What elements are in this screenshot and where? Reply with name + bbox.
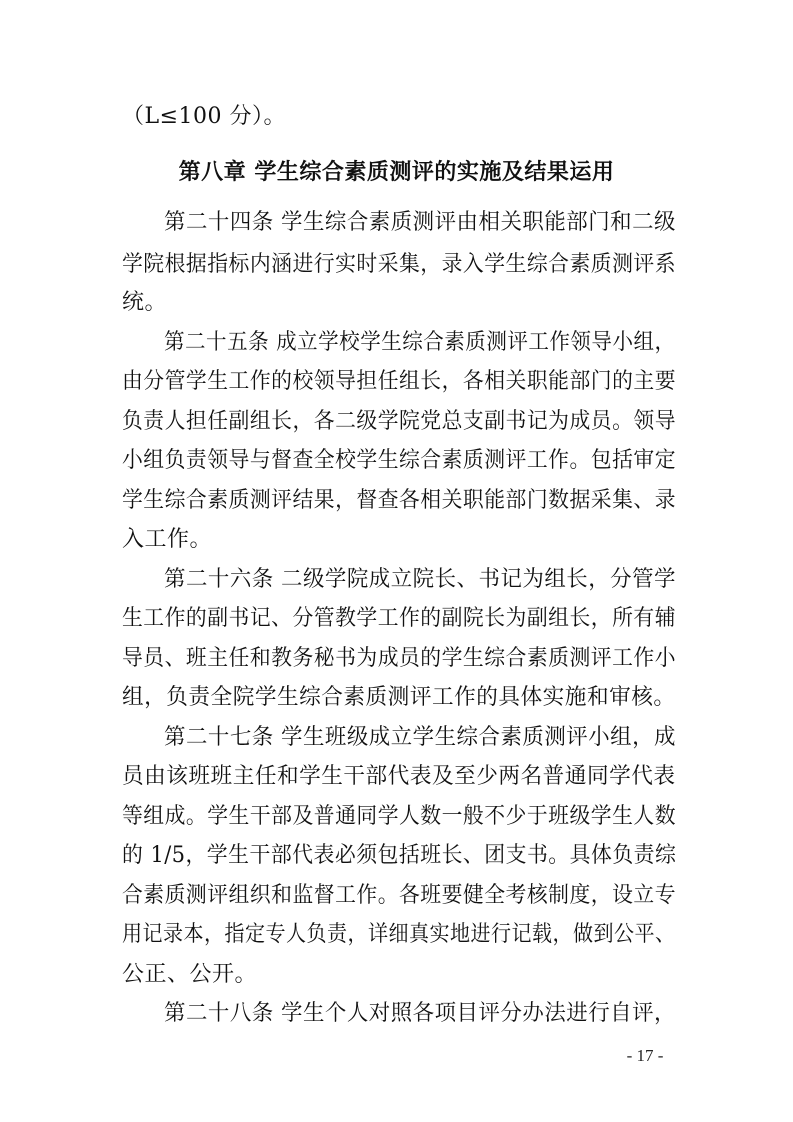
page-number: - 17 - bbox=[626, 1046, 664, 1065]
text-line: 合素质测评组织和监督工作。各班要健全考核制度，设立专 bbox=[122, 883, 677, 908]
text-line: 学生综合素质测评结果，督查各相关职能部门数据采集、录 bbox=[122, 488, 677, 513]
text-line: 学院根据指标内涵进行实时采集，录入学生综合素质测评系 bbox=[122, 252, 677, 277]
text-line: 导员、班主任和教务秘书为成员的学生综合素质测评工作小 bbox=[122, 646, 677, 671]
text-line: 由分管学生工作的校领导担任组长，各相关职能部门的主要 bbox=[122, 369, 677, 394]
article-26-line: 第二十六条 二级学院成立院长、书记为组长，分管学 bbox=[164, 567, 676, 592]
text-line: （L≤100 分）。 bbox=[122, 104, 287, 129]
text-line: 统。 bbox=[122, 290, 168, 315]
article-25-line: 第二十五条 成立学校学生综合素质测评工作领导小组， bbox=[164, 330, 676, 355]
text-line: 的 1/5，学生干部代表必须包括班长、团支书。具体负责综 bbox=[122, 843, 677, 868]
text-line: 等组成。学生干部及普通同学人数一般不少于班级学生人数 bbox=[122, 804, 677, 829]
article-27-line: 第二十七条 学生班级成立学生综合素质测评小组，成 bbox=[164, 725, 676, 750]
text-line: 负责人担任副组长，各二级学院党总支副书记为成员。领导 bbox=[122, 409, 677, 434]
text-line: 入工作。 bbox=[122, 527, 213, 552]
text-line: 公正、公开。 bbox=[122, 962, 258, 987]
chapter-heading: 第八章 学生综合素质测评的实施及结果运用 bbox=[178, 160, 615, 185]
text-line: 用记录本，指定专人负责，详细真实地进行记载，做到公平、 bbox=[122, 922, 676, 947]
text-line: 员由该班班主任和学生干部代表及至少两名普通同学代表 bbox=[122, 764, 676, 789]
text-line: 小组负责领导与督查全校学生综合素质测评工作。包括审定 bbox=[122, 448, 677, 473]
text-line: 生工作的副书记、分管教学工作的副院长为副组长，所有辅 bbox=[122, 606, 677, 631]
text-line: 组，负责全院学生综合素质测评工作的具体实施和审核。 bbox=[122, 685, 676, 710]
article-28-line: 第二十八条 学生个人对照各项目评分办法进行自评， bbox=[164, 1001, 676, 1026]
article-24-line: 第二十四条 学生综合素质测评由相关职能部门和二级 bbox=[164, 210, 676, 235]
